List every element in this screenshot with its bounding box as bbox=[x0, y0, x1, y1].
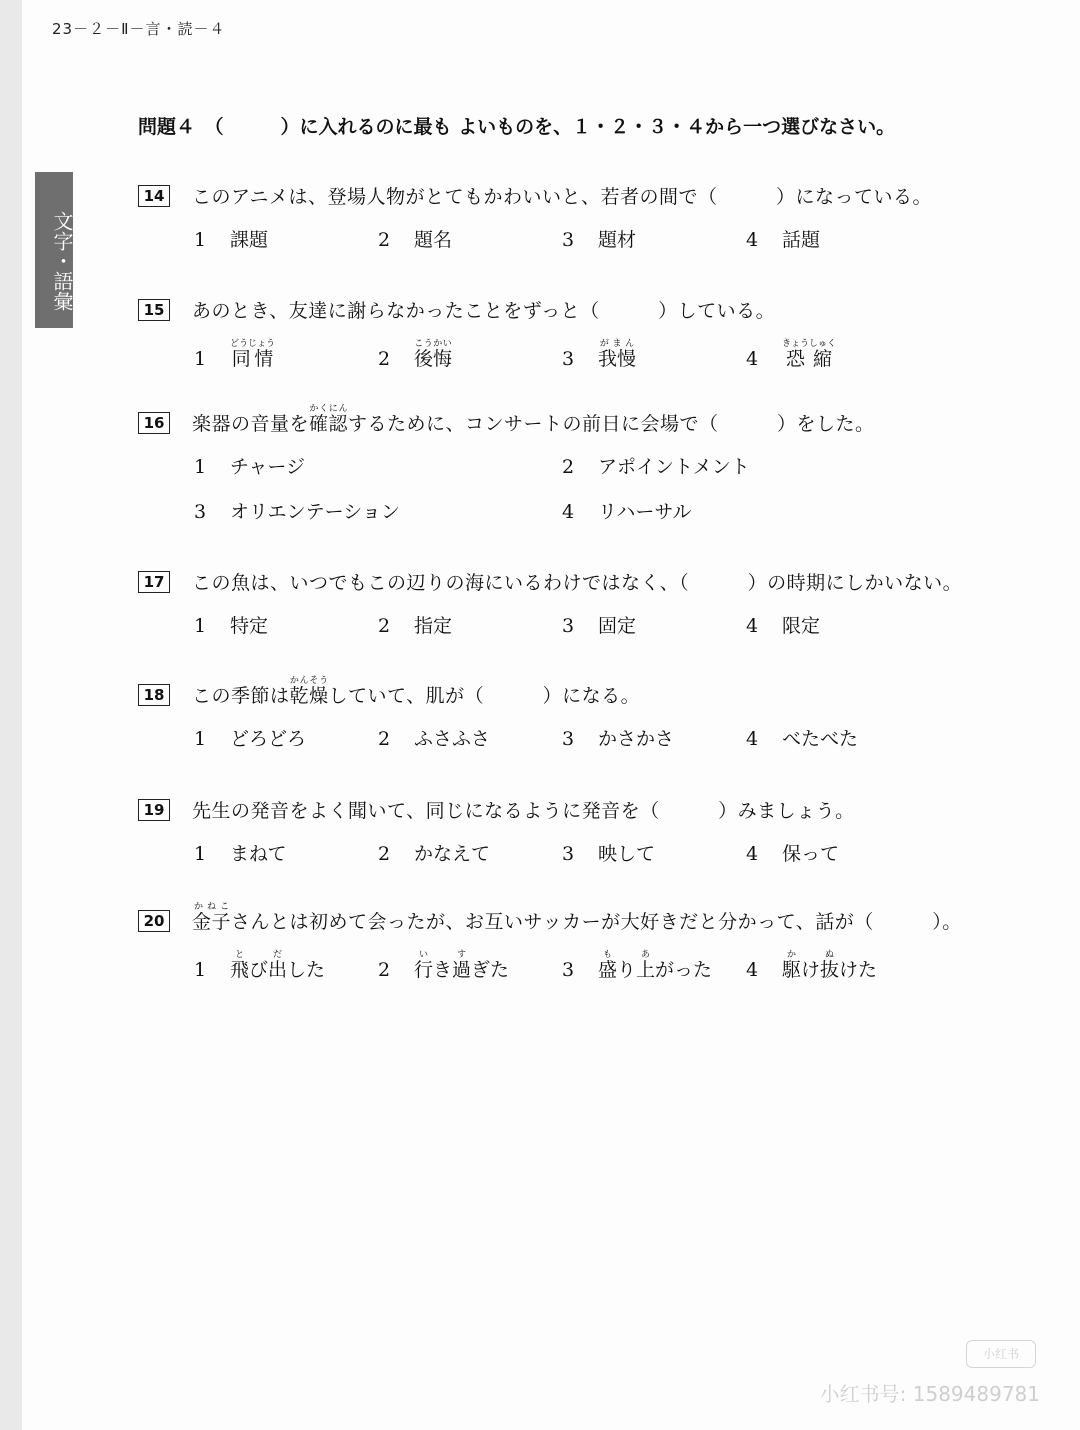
choice-3[interactable] bbox=[194, 497, 400, 524]
choice-number: 1 bbox=[194, 615, 207, 637]
choice-text-part: がった bbox=[655, 959, 713, 981]
problem-instruction: 問題４ （ ）に入れるのに最も よいものを、１・２・３・４から一つ選びなさい。 bbox=[138, 116, 896, 138]
furigana: かくにん bbox=[309, 404, 349, 414]
choice-text-part: び bbox=[249, 959, 269, 981]
choice-number: 3 bbox=[194, 501, 207, 523]
choice-kanji: 行 bbox=[414, 959, 434, 981]
furigana: と bbox=[230, 950, 250, 960]
choice-number: 4 bbox=[746, 728, 759, 750]
watermark-text: 小红书号: 1589489781 bbox=[819, 1382, 1040, 1406]
page-code: 23－２－Ⅱ－言・読－４ bbox=[52, 20, 226, 38]
choice-text: 題材 bbox=[598, 229, 637, 251]
choice-1[interactable] bbox=[194, 225, 268, 252]
choice-text: 同情 bbox=[230, 348, 276, 370]
choice-text: チャージ bbox=[230, 456, 306, 478]
question-number: 17 bbox=[138, 571, 170, 593]
choice-1[interactable] bbox=[194, 724, 306, 751]
section-tab: 文字・語彙 bbox=[35, 172, 73, 328]
choice-text-part: けた bbox=[839, 959, 878, 981]
choice-number: 1 bbox=[194, 959, 207, 981]
choice-number: 1 bbox=[194, 348, 207, 370]
question-16 bbox=[138, 404, 1058, 548]
choice-list bbox=[138, 724, 1058, 754]
question-19 bbox=[138, 796, 1058, 869]
choice-text: 課題 bbox=[230, 229, 269, 251]
choice-3[interactable] bbox=[562, 950, 712, 982]
choice-4[interactable] bbox=[746, 611, 820, 638]
question-text-part: この季節は bbox=[192, 685, 290, 707]
furigana: あ bbox=[636, 950, 656, 960]
question-number: 20 bbox=[138, 910, 170, 932]
choice-number: 2 bbox=[378, 728, 391, 750]
question-text-kanji: 乾燥 bbox=[289, 685, 329, 707]
choice-list bbox=[138, 839, 1058, 869]
question-number: 16 bbox=[138, 412, 170, 434]
choice-number: 4 bbox=[746, 615, 759, 637]
question-14 bbox=[138, 182, 1058, 255]
choice-text: 特定 bbox=[230, 615, 269, 637]
choice-number: 4 bbox=[746, 348, 759, 370]
choice-text: 我慢 bbox=[598, 348, 637, 370]
choice-4[interactable] bbox=[562, 497, 691, 524]
choice-3[interactable] bbox=[562, 339, 636, 371]
question-text bbox=[192, 404, 875, 436]
choice-3[interactable] bbox=[562, 839, 655, 866]
choice-3[interactable] bbox=[562, 611, 636, 638]
choice-text-part: き bbox=[433, 959, 453, 981]
choice-kanji: 駆 bbox=[782, 959, 802, 981]
question-18 bbox=[138, 676, 1058, 754]
choice-kanji: 出 bbox=[268, 959, 288, 981]
choice-number: 3 bbox=[562, 348, 575, 370]
choice-kanji: 盛 bbox=[598, 959, 618, 981]
choice-number: 1 bbox=[194, 456, 207, 478]
choice-text: 指定 bbox=[414, 615, 453, 637]
furigana: かねこ bbox=[192, 902, 232, 912]
choice-1[interactable] bbox=[194, 611, 268, 638]
choice-number: 2 bbox=[378, 348, 391, 370]
choice-4[interactable] bbox=[746, 839, 839, 866]
question-number: 15 bbox=[138, 299, 170, 321]
choice-1[interactable] bbox=[194, 950, 325, 982]
choice-text: まねて bbox=[230, 843, 287, 865]
furigana: も bbox=[598, 950, 618, 960]
choice-number: 2 bbox=[378, 615, 391, 637]
question-text: このアニメは、登場人物がとてもかわいいと、若者の間で（ ）になっている。 bbox=[192, 186, 933, 208]
question-17 bbox=[138, 568, 1058, 641]
choice-list bbox=[138, 611, 1058, 641]
choice-number: 3 bbox=[562, 229, 575, 251]
choice-number: 2 bbox=[378, 959, 391, 981]
choice-text: 後悔 bbox=[414, 348, 453, 370]
choice-text: オリエンテーション bbox=[230, 501, 400, 523]
question-text: 先生の発音をよく聞いて、同じになるように発音を（ ）みましょう。 bbox=[192, 800, 855, 822]
choice-number: 1 bbox=[194, 229, 207, 251]
furigana: す bbox=[452, 950, 472, 960]
question-text: この魚は、いつでもこの辺りの海にいるわけではなく、（ ）の時期にしかいない。 bbox=[192, 572, 963, 594]
choice-text: 固定 bbox=[598, 615, 637, 637]
choice-text-part: した bbox=[287, 959, 326, 981]
choice-3[interactable] bbox=[562, 225, 636, 252]
choice-number: 3 bbox=[562, 959, 575, 981]
choice-number: 4 bbox=[746, 843, 759, 865]
question-20 bbox=[138, 902, 1058, 980]
choice-number: 3 bbox=[562, 843, 575, 865]
question-text: あのとき、友達に謝らなかったことをずっと（ ）している。 bbox=[192, 300, 776, 322]
question-text-part: していて、肌が（ ）になる。 bbox=[328, 685, 641, 707]
choice-text-part: り bbox=[617, 959, 637, 981]
choice-3[interactable] bbox=[562, 724, 674, 751]
question-15 bbox=[138, 296, 1058, 369]
question-text-kanji: 金子 bbox=[192, 911, 232, 933]
choice-1[interactable] bbox=[194, 452, 305, 479]
choice-4[interactable] bbox=[746, 950, 877, 982]
choice-2[interactable] bbox=[378, 839, 490, 866]
choice-number: 3 bbox=[562, 728, 575, 750]
question-number: 18 bbox=[138, 684, 170, 706]
choice-number: 4 bbox=[746, 229, 759, 251]
choice-text: 保って bbox=[782, 843, 840, 865]
furigana: か bbox=[782, 950, 802, 960]
furigana: かんそう bbox=[289, 676, 329, 686]
choice-4[interactable] bbox=[746, 225, 820, 252]
choice-text: 恐縮 bbox=[782, 348, 837, 370]
choice-text: 限定 bbox=[782, 615, 821, 637]
question-text bbox=[192, 902, 962, 934]
choice-number: 2 bbox=[378, 843, 391, 865]
choice-kanji: 抜 bbox=[820, 959, 840, 981]
choice-4[interactable] bbox=[746, 724, 858, 751]
question-text-part: するために、コンサートの前日に会場で（ ）をした。 bbox=[348, 413, 875, 435]
exam-page bbox=[22, 0, 1080, 1430]
choice-text: べたべた bbox=[782, 728, 859, 750]
choice-2[interactable] bbox=[378, 339, 452, 371]
choice-list bbox=[138, 452, 1058, 548]
choice-text: かなえて bbox=[414, 843, 491, 865]
choice-text-part: ぎた bbox=[471, 959, 510, 981]
furigana: ぬ bbox=[820, 950, 840, 960]
choice-list bbox=[138, 339, 1058, 369]
furigana: きょうしゅく bbox=[782, 339, 837, 349]
choice-number: 1 bbox=[194, 843, 207, 865]
choice-4[interactable] bbox=[746, 339, 836, 371]
choice-number: 2 bbox=[562, 456, 575, 478]
choice-text-part: け bbox=[801, 959, 821, 981]
choice-number: 4 bbox=[746, 959, 759, 981]
choice-text: かさかさ bbox=[598, 728, 675, 750]
choice-2[interactable] bbox=[378, 724, 490, 751]
furigana: こうかい bbox=[414, 339, 453, 349]
question-number: 14 bbox=[138, 185, 170, 207]
furigana: だ bbox=[268, 950, 288, 960]
choice-1[interactable] bbox=[194, 839, 287, 866]
choice-kanji: 過 bbox=[452, 959, 472, 981]
choice-text: 題名 bbox=[414, 229, 453, 251]
choice-kanji: 上 bbox=[636, 959, 656, 981]
choice-list bbox=[138, 225, 1058, 255]
question-text-part: さんとは初めて会ったが、お互いサッカーが大好きだと分かって、話が（ ）。 bbox=[231, 911, 962, 933]
furigana: どうじょう bbox=[230, 339, 276, 349]
choice-text: ふさふさ bbox=[414, 728, 491, 750]
choice-kanji: 飛 bbox=[230, 959, 250, 981]
choice-2[interactable] bbox=[562, 452, 750, 479]
choice-list bbox=[138, 950, 1058, 980]
question-number: 19 bbox=[138, 799, 170, 821]
choice-1[interactable] bbox=[194, 339, 275, 371]
watermark-logo: 小红书 bbox=[966, 1340, 1036, 1368]
choice-number: 1 bbox=[194, 728, 207, 750]
choice-2[interactable] bbox=[378, 950, 509, 982]
choice-text: 話題 bbox=[782, 229, 821, 251]
choice-text: リハーサル bbox=[598, 501, 692, 523]
choice-2[interactable] bbox=[378, 225, 452, 252]
choice-number: 2 bbox=[378, 229, 391, 251]
furigana: がまん bbox=[598, 339, 637, 349]
choice-text: どろどろ bbox=[230, 728, 307, 750]
choice-number: 3 bbox=[562, 615, 575, 637]
furigana: い bbox=[414, 950, 434, 960]
question-text-kanji: 確認 bbox=[309, 413, 349, 435]
choice-number: 4 bbox=[562, 501, 575, 523]
choice-text: アポイントメント bbox=[598, 456, 750, 478]
choice-text: 映して bbox=[598, 843, 656, 865]
question-text-part: 楽器の音量を bbox=[192, 413, 310, 435]
question-text bbox=[192, 676, 640, 708]
choice-2[interactable] bbox=[378, 611, 452, 638]
